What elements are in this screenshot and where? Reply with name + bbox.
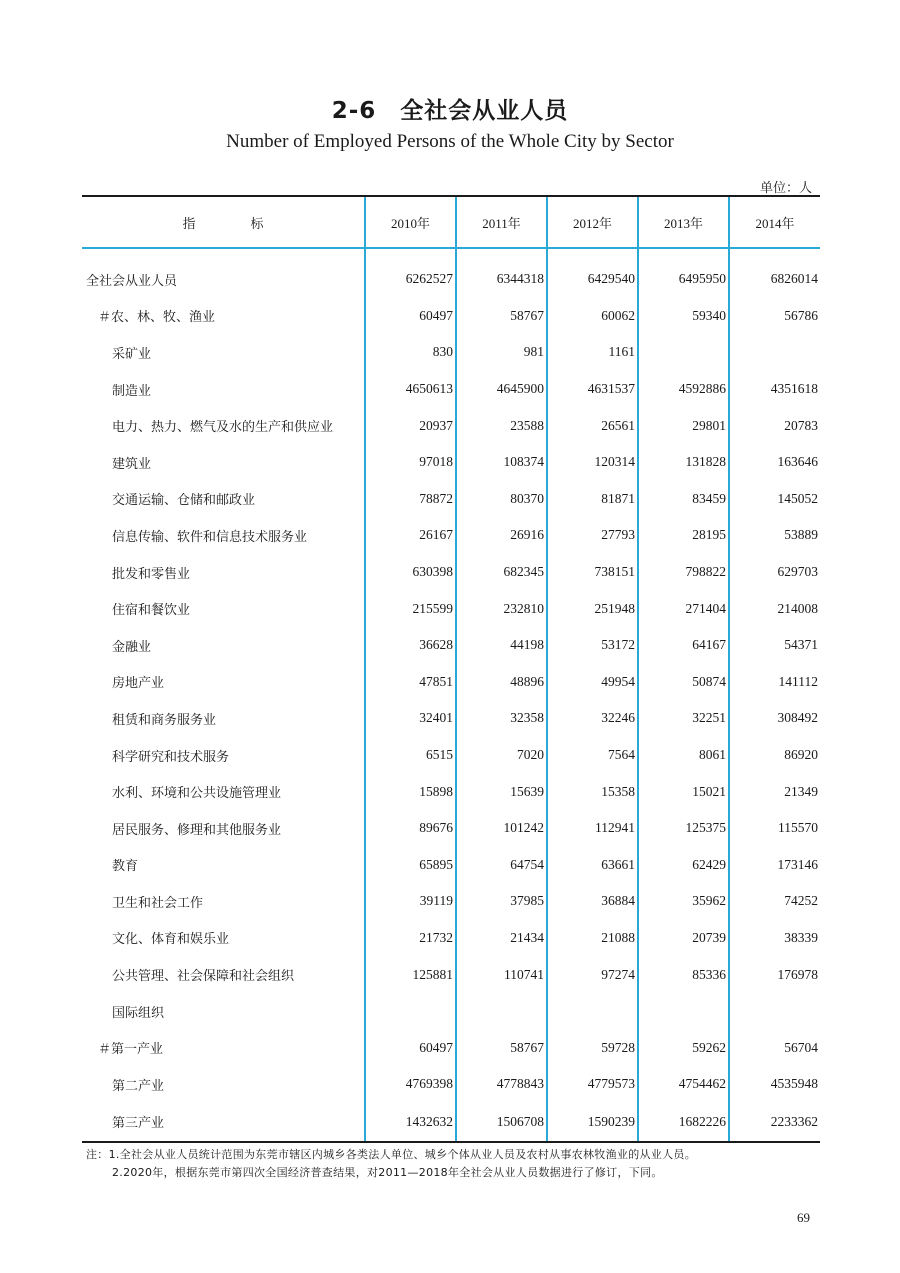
value-cell: 23588 xyxy=(456,407,547,444)
value-cell: 110741 xyxy=(456,956,547,993)
value-cell: 60497 xyxy=(365,298,456,335)
value-cell: 56704 xyxy=(729,1029,820,1066)
table-row xyxy=(82,1103,820,1142)
value-cell: 214008 xyxy=(729,590,820,627)
table-row xyxy=(82,737,820,774)
value-cell: 20937 xyxy=(365,407,456,444)
table-row xyxy=(82,371,820,408)
value-cell: 62429 xyxy=(638,847,729,884)
value-cell: 81871 xyxy=(547,481,638,518)
value-cell: 682345 xyxy=(456,554,547,591)
value-cell: 48896 xyxy=(456,664,547,701)
value-cell: 830 xyxy=(365,334,456,371)
table-row xyxy=(82,700,820,737)
table-body xyxy=(82,248,820,1142)
value-cell: 21088 xyxy=(547,920,638,957)
value-cell xyxy=(365,993,456,1030)
value-cell: 4535948 xyxy=(729,1066,820,1103)
value-cell: 125881 xyxy=(365,956,456,993)
value-cell: 21732 xyxy=(365,920,456,957)
table-row xyxy=(82,993,820,1030)
unit-label: 单位：人 xyxy=(760,181,813,196)
value-cell: 64167 xyxy=(638,627,729,664)
value-cell: 4769398 xyxy=(365,1066,456,1103)
value-cell xyxy=(729,334,820,371)
value-cell: 101242 xyxy=(456,810,547,847)
value-cell: 629703 xyxy=(729,554,820,591)
value-cell: 2233362 xyxy=(729,1103,820,1142)
year-header: 2014年 xyxy=(729,196,820,248)
value-cell: 251948 xyxy=(547,590,638,627)
footnote-2: 2.2020年，根据东莞市第四次全国经济普查结果，对2011—2018年全社会从业人员数据进行了修订，下同。 xyxy=(112,1166,663,1179)
value-cell: 115570 xyxy=(729,810,820,847)
row-label: 住宿和餐饮业 xyxy=(112,603,191,619)
value-cell: 8061 xyxy=(638,737,729,774)
value-cell xyxy=(547,993,638,1030)
value-cell: 125375 xyxy=(638,810,729,847)
table-row xyxy=(82,444,820,481)
value-cell: 47851 xyxy=(365,664,456,701)
page-subtitle: Number of Employed Persons of the Whole City by Sector xyxy=(226,131,674,152)
value-cell: 215599 xyxy=(365,590,456,627)
table-row xyxy=(82,1066,820,1103)
value-cell: 6826014 xyxy=(729,248,820,298)
value-cell: 6515 xyxy=(365,737,456,774)
value-cell: 60062 xyxy=(547,298,638,335)
value-cell: 63661 xyxy=(547,847,638,884)
row-label: ＃农、林、牧、渔业 xyxy=(98,310,216,326)
value-cell: 15639 xyxy=(456,773,547,810)
value-cell: 26916 xyxy=(456,517,547,554)
table-row xyxy=(82,1029,820,1066)
value-cell: 32358 xyxy=(456,700,547,737)
value-cell: 26167 xyxy=(365,517,456,554)
table-row xyxy=(82,481,820,518)
value-cell: 630398 xyxy=(365,554,456,591)
value-cell: 26561 xyxy=(547,407,638,444)
table-row xyxy=(82,956,820,993)
value-cell: 86920 xyxy=(729,737,820,774)
value-cell: 6429540 xyxy=(547,248,638,298)
footnote-1: 注：1.全社会从业人员统计范围为东莞市辖区内城乡各类法人单位、城乡个体从业人员及农村从事农林牧渔业的从业人员。 xyxy=(86,1148,696,1161)
table-row xyxy=(82,847,820,884)
value-cell: 4754462 xyxy=(638,1066,729,1103)
value-cell: 53172 xyxy=(547,627,638,664)
value-cell: 59728 xyxy=(547,1029,638,1066)
table-row xyxy=(82,517,820,554)
value-cell: 44198 xyxy=(456,627,547,664)
year-header: 2010年 xyxy=(365,196,456,248)
table-row xyxy=(82,920,820,957)
value-cell: 58767 xyxy=(456,298,547,335)
indicator-header xyxy=(82,196,365,248)
table-row xyxy=(82,627,820,664)
value-cell: 1161 xyxy=(547,334,638,371)
value-cell: 64754 xyxy=(456,847,547,884)
value-cell: 49954 xyxy=(547,664,638,701)
value-cell: 28195 xyxy=(638,517,729,554)
value-cell: 6344318 xyxy=(456,248,547,298)
employment-table xyxy=(82,195,820,1143)
value-cell: 21434 xyxy=(456,920,547,957)
value-cell: 29801 xyxy=(638,407,729,444)
value-cell: 56786 xyxy=(729,298,820,335)
row-label: 公共管理、社会保障和社会组织 xyxy=(112,969,295,985)
value-cell: 89676 xyxy=(365,810,456,847)
row-label: 国际组织 xyxy=(112,1005,165,1021)
value-cell: 145052 xyxy=(729,481,820,518)
value-cell: 36628 xyxy=(365,627,456,664)
row-label: ＃第一产业 xyxy=(98,1042,164,1058)
row-label: 居民服务、修理和其他服务业 xyxy=(112,822,282,838)
value-cell: 74252 xyxy=(729,883,820,920)
value-cell: 27793 xyxy=(547,517,638,554)
value-cell: 176978 xyxy=(729,956,820,993)
indicator-header-b: 标 xyxy=(250,216,264,232)
value-cell: 4645900 xyxy=(456,371,547,408)
table-row xyxy=(82,407,820,444)
table-row xyxy=(82,554,820,591)
value-cell: 60497 xyxy=(365,1029,456,1066)
value-cell: 131828 xyxy=(638,444,729,481)
value-cell: 15898 xyxy=(365,773,456,810)
table-row xyxy=(82,664,820,701)
row-label: 交通运输、仓储和邮政业 xyxy=(112,493,256,509)
row-label: 水利、环境和公共设施管理业 xyxy=(112,786,282,802)
row-label: 文化、体育和娱乐业 xyxy=(112,932,230,948)
row-label: 教育 xyxy=(112,859,139,875)
value-cell: 4631537 xyxy=(547,371,638,408)
value-cell xyxy=(729,993,820,1030)
value-cell: 4778843 xyxy=(456,1066,547,1103)
table-row xyxy=(82,334,820,371)
value-cell: 83459 xyxy=(638,481,729,518)
value-cell: 65895 xyxy=(365,847,456,884)
value-cell: 4779573 xyxy=(547,1066,638,1103)
value-cell: 59262 xyxy=(638,1029,729,1066)
row-label: 电力、热力、燃气及水的生产和供应业 xyxy=(112,420,334,436)
value-cell: 39119 xyxy=(365,883,456,920)
row-label: 制造业 xyxy=(112,383,152,399)
value-cell: 20739 xyxy=(638,920,729,957)
value-cell: 80370 xyxy=(456,481,547,518)
value-cell: 738151 xyxy=(547,554,638,591)
value-cell: 15021 xyxy=(638,773,729,810)
year-header: 2012年 xyxy=(547,196,638,248)
value-cell: 271404 xyxy=(638,590,729,627)
row-label: 全社会从业人员 xyxy=(86,273,178,289)
table-row xyxy=(82,883,820,920)
value-cell: 173146 xyxy=(729,847,820,884)
value-cell: 141112 xyxy=(729,664,820,701)
value-cell: 4650613 xyxy=(365,371,456,408)
value-cell: 58767 xyxy=(456,1029,547,1066)
value-cell: 232810 xyxy=(456,590,547,627)
value-cell xyxy=(638,334,729,371)
value-cell: 32246 xyxy=(547,700,638,737)
value-cell: 1590239 xyxy=(547,1103,638,1142)
value-cell: 20783 xyxy=(729,407,820,444)
indicator-header-a: 指 xyxy=(182,216,196,232)
value-cell: 97018 xyxy=(365,444,456,481)
value-cell: 32401 xyxy=(365,700,456,737)
value-cell: 981 xyxy=(456,334,547,371)
row-label: 第二产业 xyxy=(112,1078,165,1094)
value-cell xyxy=(456,993,547,1030)
page-title: 2-6 全社会从业人员 xyxy=(331,98,569,124)
row-label: 科学研究和技术服务 xyxy=(112,749,230,765)
value-cell: 97274 xyxy=(547,956,638,993)
value-cell: 120314 xyxy=(547,444,638,481)
value-cell: 53889 xyxy=(729,517,820,554)
row-label: 采矿业 xyxy=(112,346,152,362)
row-label: 信息传输、软件和信息技术服务业 xyxy=(112,529,308,545)
row-label: 租赁和商务服务业 xyxy=(112,712,217,728)
value-cell: 59340 xyxy=(638,298,729,335)
year-header: 2011年 xyxy=(456,196,547,248)
value-cell: 6495950 xyxy=(638,248,729,298)
value-cell: 798822 xyxy=(638,554,729,591)
value-cell: 6262527 xyxy=(365,248,456,298)
table-row xyxy=(82,810,820,847)
page-number: 69 xyxy=(797,1210,810,1225)
value-cell: 7020 xyxy=(456,737,547,774)
value-cell: 4592886 xyxy=(638,371,729,408)
value-cell: 50874 xyxy=(638,664,729,701)
year-header: 2013年 xyxy=(638,196,729,248)
value-cell: 36884 xyxy=(547,883,638,920)
value-cell: 15358 xyxy=(547,773,638,810)
row-label: 卫生和社会工作 xyxy=(112,895,204,911)
value-cell: 78872 xyxy=(365,481,456,518)
value-cell: 1506708 xyxy=(456,1103,547,1142)
value-cell: 21349 xyxy=(729,773,820,810)
value-cell: 108374 xyxy=(456,444,547,481)
row-label: 批发和零售业 xyxy=(112,566,191,582)
value-cell: 4351618 xyxy=(729,371,820,408)
employment-table-container xyxy=(82,195,820,1143)
value-cell: 112941 xyxy=(547,810,638,847)
footnotes xyxy=(86,1146,846,1182)
table-row xyxy=(82,773,820,810)
table-row xyxy=(82,298,820,335)
table-row xyxy=(82,248,820,298)
value-cell: 54371 xyxy=(729,627,820,664)
value-cell: 1682226 xyxy=(638,1103,729,1142)
row-label: 金融业 xyxy=(112,639,152,655)
value-cell: 37985 xyxy=(456,883,547,920)
value-cell xyxy=(638,993,729,1030)
row-label: 建筑业 xyxy=(112,456,152,472)
table-header-row xyxy=(82,196,820,248)
value-cell: 85336 xyxy=(638,956,729,993)
row-label: 第三产业 xyxy=(82,1103,365,1142)
value-cell: 163646 xyxy=(729,444,820,481)
value-cell: 38339 xyxy=(729,920,820,957)
value-cell: 1432632 xyxy=(365,1103,456,1142)
value-cell: 32251 xyxy=(638,700,729,737)
row-label: 房地产业 xyxy=(112,676,165,692)
table-row xyxy=(82,590,820,627)
value-cell: 7564 xyxy=(547,737,638,774)
value-cell: 308492 xyxy=(729,700,820,737)
value-cell: 35962 xyxy=(638,883,729,920)
